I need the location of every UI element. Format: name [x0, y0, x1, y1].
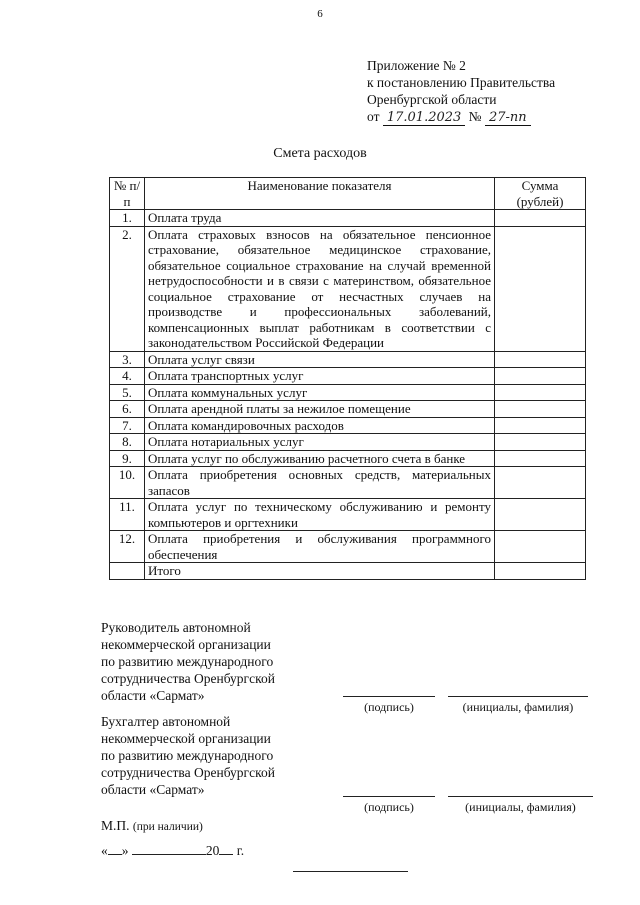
- accountant-caption-name: (инициалы, фамилия): [465, 800, 576, 814]
- date-year-blank: [219, 842, 233, 855]
- row-num-cell: 8.: [110, 434, 145, 451]
- row-name-cell: Оплата приобретения основных средств, материальных запасов: [145, 467, 495, 499]
- row-name-cell: Оплата труда: [145, 210, 495, 227]
- table-row: [110, 368, 586, 385]
- director-role-line-3: по развитию международного: [101, 654, 274, 669]
- table-row: [110, 434, 586, 451]
- appendix-date-value: 17.01.2023: [383, 110, 465, 126]
- appendix-date-prefix: от: [367, 109, 380, 124]
- accountant-role-line-2: некоммерческой организации: [101, 731, 271, 746]
- accountant-role-line-4: сотрудничества Оренбургской: [101, 765, 275, 780]
- page-number: 6: [317, 8, 323, 20]
- row-name-cell: Оплата приобретения и обслуживания программного обеспечения: [145, 531, 495, 563]
- director-caption-sign: (подпись): [364, 700, 414, 714]
- row-sum-cell: [495, 368, 586, 385]
- accountant-signature-line: [343, 796, 435, 797]
- row-name-cell: Оплата транспортных услуг: [145, 368, 495, 385]
- appendix-line-1: Приложение № 2: [367, 58, 466, 73]
- table-row: [110, 226, 586, 351]
- date-day-blank: [108, 842, 122, 855]
- signature-block-director: [101, 619, 331, 704]
- table-row: [110, 563, 586, 580]
- appendix-date-line: [367, 108, 555, 126]
- row-num-cell: 5.: [110, 384, 145, 401]
- row-num-cell: 6.: [110, 401, 145, 418]
- director-caption-name: (инициалы, фамилия): [462, 700, 574, 714]
- row-name-cell: Оплата страховых взносов на обязательное пенсионное страхование, обязательное медицинское страхование, обязательное социальное страхование на случай временной нетрудоспособности и в связи с материнством, обязательное социальное страхование от несчастных случаев на производстве и профессиональных заболеваний, компенсационных выплат работникам в соответствии с законодательством Российской Федерации: [145, 226, 495, 351]
- director-role-line-4: сотрудничества Оренбургской: [101, 671, 275, 686]
- row-num-cell: 4.: [110, 368, 145, 385]
- director-name-line: [448, 696, 588, 697]
- appendix-block: [367, 57, 555, 126]
- appendix-line-2: к постановлению Правительства: [367, 75, 556, 90]
- row-sum-cell: [495, 351, 586, 368]
- date-year-suffix: г.: [236, 843, 245, 858]
- row-num-cell: 11.: [110, 499, 145, 531]
- table-row: [110, 417, 586, 434]
- row-sum-cell: [495, 531, 586, 563]
- appendix-line-3: Оренбургской области: [367, 92, 497, 107]
- row-num-cell: [110, 563, 145, 580]
- row-num-cell: 9.: [110, 450, 145, 467]
- director-role-line-1: Руководитель автономной: [101, 620, 251, 635]
- accountant-name-line: [448, 796, 593, 797]
- stamp-note: (при наличии): [132, 821, 203, 833]
- stamp-place: [101, 818, 203, 834]
- table-row: [110, 531, 586, 563]
- accountant-role-line-5: области «Сармат»: [101, 782, 205, 797]
- header-num: № п/п: [110, 178, 145, 210]
- date-month-blank: [132, 842, 206, 855]
- table-header-row: [110, 178, 586, 210]
- row-sum-cell: [495, 210, 586, 227]
- row-name-cell: Оплата услуг связи: [145, 351, 495, 368]
- table-row: [110, 467, 586, 499]
- footer-divider: [293, 871, 408, 872]
- table-row: [110, 401, 586, 418]
- row-sum-cell: [495, 450, 586, 467]
- director-role-line-2: некоммерческой организации: [101, 637, 271, 652]
- table-row: [110, 450, 586, 467]
- row-name-cell: Оплата коммунальных услуг: [145, 384, 495, 401]
- header-name: Наименование показателя: [145, 178, 495, 210]
- row-sum-cell: [495, 499, 586, 531]
- date-year-prefix: 20: [205, 843, 220, 858]
- row-num-cell: 12.: [110, 531, 145, 563]
- row-name-cell: Оплата командировочных расходов: [145, 417, 495, 434]
- signature-block-accountant: [101, 713, 331, 798]
- row-sum-cell: [495, 226, 586, 351]
- accountant-role-line-3: по развитию международного: [101, 748, 274, 763]
- table-row: [110, 210, 586, 227]
- row-name-cell: Оплата нотариальных услуг: [145, 434, 495, 451]
- appendix-number-value: 27-пп: [485, 110, 531, 126]
- row-sum-cell: [495, 417, 586, 434]
- row-name-cell: Оплата услуг по обслуживанию расчетного счета в банке: [145, 450, 495, 467]
- row-num-cell: 1.: [110, 210, 145, 227]
- row-sum-cell: [495, 467, 586, 499]
- director-signature-line: [343, 696, 435, 697]
- row-sum-cell: [495, 401, 586, 418]
- table-row: [110, 384, 586, 401]
- row-num-cell: 7.: [110, 417, 145, 434]
- stamp-label: М.П.: [101, 818, 130, 833]
- expense-table: [109, 177, 586, 580]
- header-sum: Сумма (рублей): [495, 178, 586, 210]
- table-body: [110, 210, 586, 580]
- table-row: [110, 499, 586, 531]
- row-num-cell: 3.: [110, 351, 145, 368]
- date-line: [101, 842, 244, 859]
- director-role-line-5: области «Сармат»: [101, 688, 205, 703]
- row-sum-cell: [495, 384, 586, 401]
- date-close-quote: »: [121, 843, 129, 858]
- row-name-cell: Оплата арендной платы за нежилое помещение: [145, 401, 495, 418]
- row-sum-cell: [495, 563, 586, 580]
- row-name-cell: Оплата услуг по техническому обслуживанию и ремонту компьютеров и оргтехники: [145, 499, 495, 531]
- accountant-caption-sign: (подпись): [364, 800, 414, 814]
- document-title: Смета расходов: [273, 146, 367, 161]
- row-num-cell: 10.: [110, 467, 145, 499]
- row-num-cell: 2.: [110, 226, 145, 351]
- date-open-quote: «: [101, 843, 108, 858]
- table-row: [110, 351, 586, 368]
- appendix-number-sign: №: [468, 109, 482, 124]
- row-name-cell: Итого: [145, 563, 495, 580]
- accountant-role-line-1: Бухгалтер автономной: [101, 714, 231, 729]
- row-sum-cell: [495, 434, 586, 451]
